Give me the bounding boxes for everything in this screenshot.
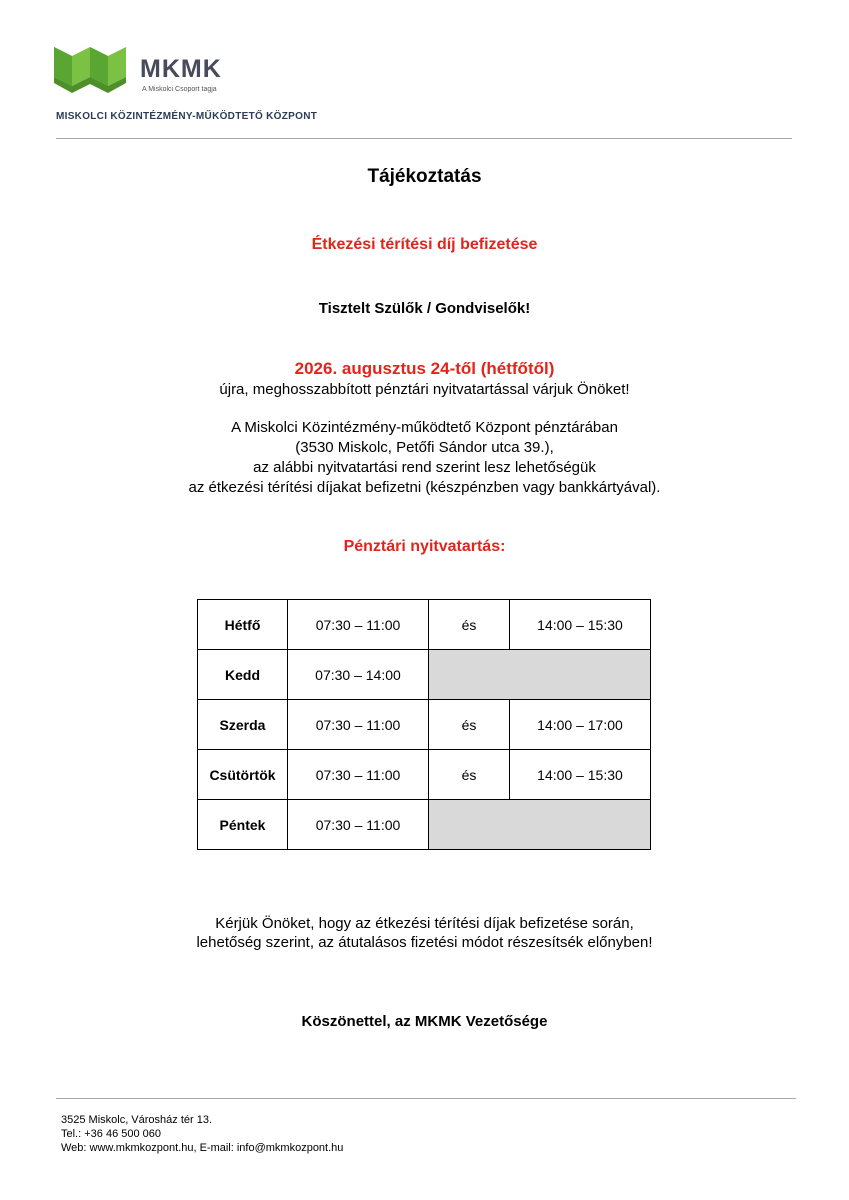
morning-hours-cell: 07:30 – 11:00	[288, 750, 429, 800]
table-row	[198, 800, 651, 850]
morning-hours-cell: 07:30 – 11:00	[288, 700, 429, 750]
day-cell: Kedd	[198, 650, 288, 700]
footer-address: 3525 Miskolc, Városház tér 13.	[61, 1114, 213, 1126]
office-paragraph	[0, 418, 849, 498]
closing-signature: Köszönettel, az MKMK Vezetősége	[301, 1013, 548, 1030]
morning-hours-cell: 07:30 – 11:00	[288, 600, 429, 650]
closed-afternoon-cell	[429, 650, 651, 700]
afternoon-hours-cell: 14:00 – 15:30	[510, 600, 651, 650]
header-divider	[56, 138, 792, 139]
office-line: az étkezési térítési díjakat befizetni (készpénzben vagy bankkártyával).	[188, 479, 661, 496]
closed-afternoon-cell	[429, 800, 651, 850]
day-cell: Péntek	[198, 800, 288, 850]
day-cell: Hétfő	[198, 600, 288, 650]
mkmk-logo-icon	[54, 47, 126, 93]
footer-phone: Tel.: +36 46 500 060	[61, 1128, 161, 1140]
footer-divider	[56, 1098, 796, 1099]
day-cell: Szerda	[198, 700, 288, 750]
hours-cell: 07:30 – 14:00	[288, 650, 429, 700]
organization-name: MISKOLCI KÖZINTÉZMÉNY-MŰKÖDTETŐ KÖZPONT	[56, 111, 318, 122]
footer-web-email: Web: www.mkmkozpont.hu, E-mail: info@mkmkozpont.hu	[61, 1142, 344, 1154]
salutation: Tisztelt Szülők / Gondviselők!	[318, 300, 531, 317]
office-line: az alábbi nyitvatartási rend szerint lesz lehetőségük	[253, 459, 596, 476]
request-line: Kérjük Önöket, hogy az étkezési térítési díjak befizetése során,	[215, 915, 634, 932]
office-line: (3530 Miskolc, Petőfi Sándor utca 39.),	[295, 439, 554, 456]
reopen-line: újra, meghosszabbított pénztári nyitvatartással várjuk Önöket!	[219, 381, 630, 398]
request-paragraph	[0, 914, 849, 952]
brand-name: MKMK	[140, 55, 222, 83]
footer-contact	[61, 1113, 343, 1155]
table-row	[198, 750, 651, 800]
table-row	[198, 600, 651, 650]
hours-cell: 07:30 – 11:00	[288, 800, 429, 850]
date-headline: 2026. augusztus 24-től (hétfőtől)	[294, 359, 555, 378]
afternoon-hours-cell: 14:00 – 15:30	[510, 750, 651, 800]
conjunction-cell: és	[429, 700, 510, 750]
table-row	[198, 650, 651, 700]
request-line: lehetőség szerint, az átutalásos fizetési módot részesítsék előnyben!	[196, 934, 653, 951]
office-line: A Miskolci Közintézmény-működtető Központ pénztárában	[231, 419, 618, 436]
document-title: Tájékoztatás	[367, 166, 482, 187]
afternoon-hours-cell: 14:00 – 17:00	[510, 700, 651, 750]
hours-heading: Pénztári nyitvatartás:	[343, 538, 506, 555]
table-row	[198, 700, 651, 750]
brand-tagline: A Miskolci Csoport tagja	[142, 86, 217, 93]
conjunction-cell: és	[429, 750, 510, 800]
document-subtitle: Étkezési térítési díj befizetése	[311, 236, 538, 253]
conjunction-cell: és	[429, 600, 510, 650]
opening-hours-table	[197, 599, 651, 850]
day-cell: Csütörtök	[198, 750, 288, 800]
